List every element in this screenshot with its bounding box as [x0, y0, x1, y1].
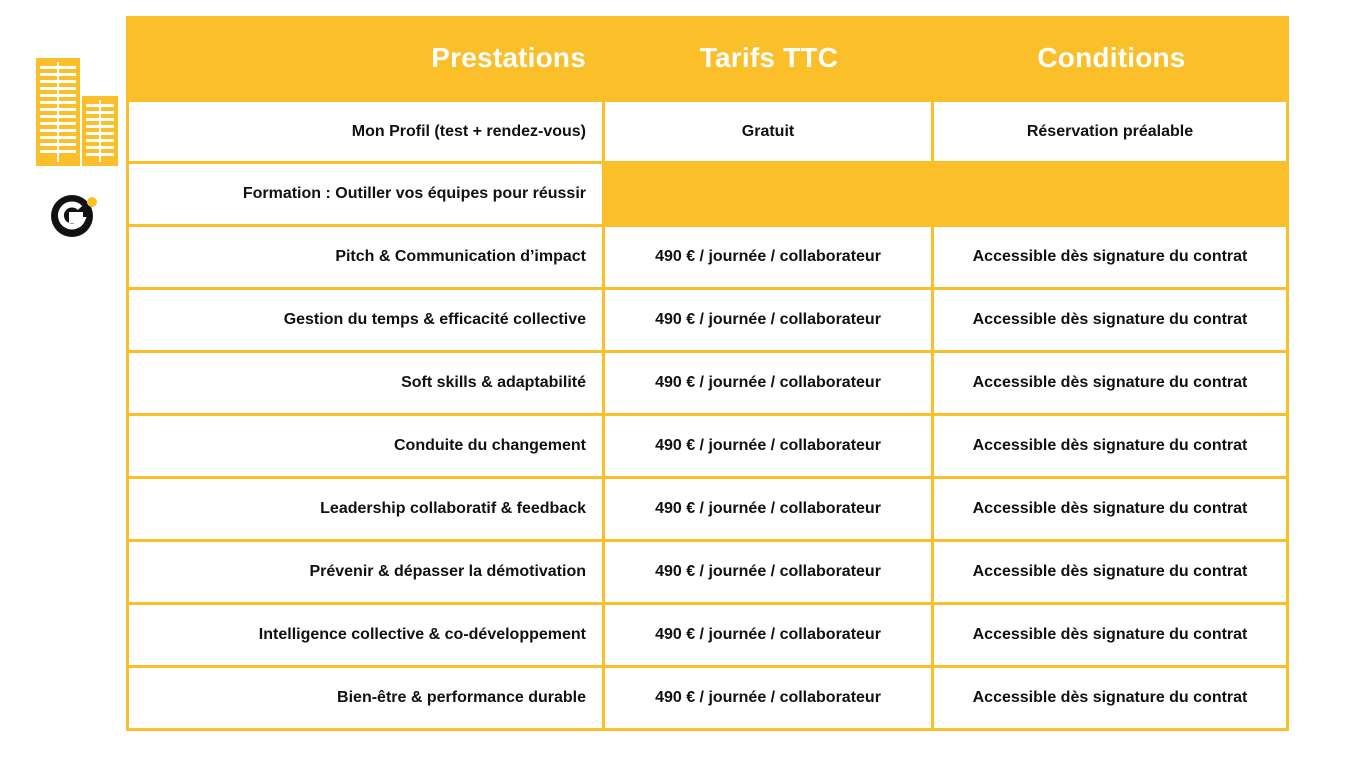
table-row-condition: Accessible dès signature du contrat — [934, 353, 1286, 413]
table-row-tarif: 490 € / journée / collaborateur — [605, 479, 931, 539]
table-row-condition: Accessible dès signature du contrat — [934, 227, 1286, 287]
header-prestations: Prestations — [431, 42, 586, 73]
table-row-tarif: 490 € / journée / collaborateur — [605, 542, 931, 602]
table-row-tarif: 490 € / journée / collaborateur — [605, 605, 931, 665]
table-row-prestation: Intelligence collective & co-développement — [129, 605, 602, 665]
table-row-condition: Accessible dès signature du contrat — [934, 605, 1286, 665]
table-row-tarif: 490 € / journée / collaborateur — [605, 227, 931, 287]
section-formation-title: Formation : Outiller vos équipes pour réussir — [129, 164, 602, 224]
profile-prestation: Mon Profil (test + rendez-vous) — [129, 102, 602, 161]
table-row-prestation: Soft skills & adaptabilité — [129, 353, 602, 413]
header-tarifs: Tarifs TTC — [699, 42, 839, 73]
pricing-table — [126, 16, 1289, 731]
table-row-condition: Accessible dès signature du contrat — [934, 668, 1286, 728]
table-row-prestation: Prévenir & dépasser la démotivation — [129, 542, 602, 602]
table-row-prestation: Bien-être & performance durable — [129, 668, 602, 728]
table-row-condition: Accessible dès signature du contrat — [934, 416, 1286, 476]
table-row-tarif: 490 € / journée / collaborateur — [605, 668, 931, 728]
table-row-condition: Accessible dès signature du contrat — [934, 290, 1286, 350]
profile-tarif: Gratuit — [605, 102, 931, 161]
table-row-prestation: Gestion du temps & efficacité collective — [129, 290, 602, 350]
profile-condition: Réservation préalable — [934, 102, 1286, 161]
brand-g-logo-icon — [50, 194, 98, 238]
building-logo-icon — [36, 58, 118, 166]
table-row-tarif: 490 € / journée / collaborateur — [605, 353, 931, 413]
table-row-condition: Accessible dès signature du contrat — [934, 479, 1286, 539]
table-row-prestation: Leadership collaboratif & feedback — [129, 479, 602, 539]
header-conditions: Conditions — [1037, 42, 1186, 73]
table-header — [126, 16, 1289, 100]
table-row-tarif: 490 € / journée / collaborateur — [605, 290, 931, 350]
table-row-condition: Accessible dès signature du contrat — [934, 542, 1286, 602]
table-row-prestation: Conduite du changement — [129, 416, 602, 476]
table-row-tarif: 490 € / journée / collaborateur — [605, 416, 931, 476]
table-row-prestation: Pitch & Communication d’impact — [129, 227, 602, 287]
